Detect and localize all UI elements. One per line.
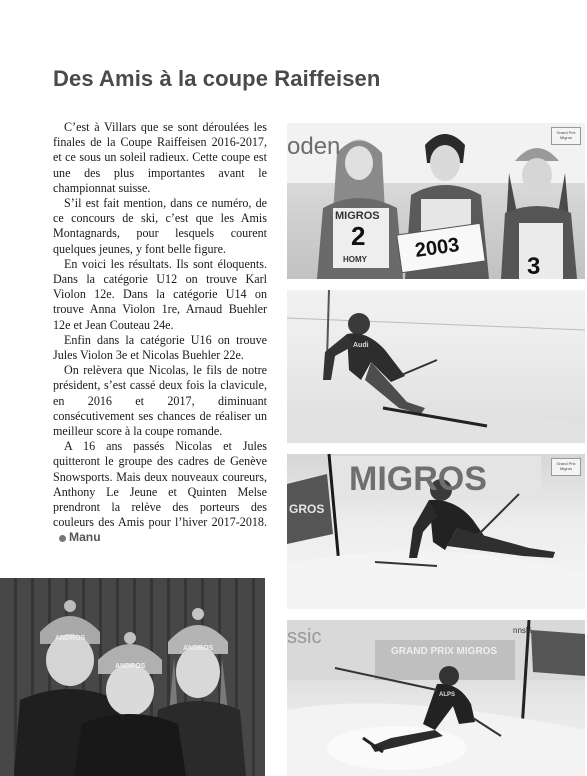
bib-number: 3 (527, 253, 541, 279)
podium-sign-number: 2003 (413, 234, 461, 262)
banner-text-left: GROS (289, 502, 325, 516)
skier-bib-text: ALPS (439, 692, 456, 698)
grand-prix-logo: Grand Prix Migros (551, 458, 581, 476)
hat-text: ANDROS (55, 635, 86, 642)
article-paragraph: On relèvera que Nicolas, le fils de notre président, s’est cassé deux fois la clavicule, en 2016 et 2017, diminuant consécutivement ses chances de réaliser un meilleur score à la coupe romande. (53, 363, 267, 439)
skier-finish-photo (287, 620, 585, 776)
bib-sponsor-text: MIGROS (335, 210, 380, 222)
grand-prix-logo: Grand Prix Migros (551, 127, 581, 145)
skier-bib-text: Audi (353, 342, 369, 349)
article-paragraph: En voici les résultats. Ils sont éloquents. Dans la catégorie U12 on trouve Karl Violon 12e. Dans la catégorie U14 on trouve Anna Violon 1re, Arnaud Buehler 12e et Jean Couteau 24e. (53, 256, 267, 332)
bib-number: 2 (351, 221, 366, 251)
bullet-dot-icon (59, 535, 66, 542)
podium-photo (287, 123, 585, 279)
banner-text: MIGROS (349, 460, 487, 498)
skier-photo (287, 290, 585, 443)
article-paragraph: S’il est fait mention, dans ce numéro, de ce concours de ski, c’est que les Amis Montagnards, pour lesquels courent quelques jeunes, y font belle figure. (53, 196, 267, 256)
article-last-text: A 16 ans passés Nicolas et Jules quitteront le groupe des cadres de Genève Snowsports. Mais deux nouveaux coureurs, Anthony Le Jeune et Quinten Melse prendront la relève des porteurs des couleurs des Amis pour l’hiver 2017-2018. (53, 439, 267, 530)
banner-text-right: nnski (513, 626, 532, 635)
hat-text: ANDROS (115, 663, 146, 670)
banner-text: GRAND PRIX MIGROS (391, 646, 498, 657)
banner-text-left: ssic (287, 626, 322, 648)
skier-banner-photo (287, 454, 585, 609)
article-paragraph: Enfin dans la catégorie U16 on trouve Jules Violon 3e et Nicolas Buehler 22e. (53, 332, 267, 363)
article-title: Des Amis à la coupe Raiffeisen (53, 66, 381, 91)
article-body (53, 120, 267, 546)
article-paragraph: C’est à Villars que se sont déroulées les finales de la Coupe Raiffeisen 2016-2017, et ce sous un soleil radieux. Cette coupe est une des plus importantes avant le championnat suisse. (53, 120, 267, 195)
bib-brand-text: HOMY (343, 255, 367, 264)
article-paragraph-last (53, 439, 267, 545)
sponsor-backdrop-text: oden (287, 133, 341, 160)
hat-text: ANDROS (183, 645, 214, 652)
author-signature: Manu (69, 530, 101, 545)
group-portrait-photo (0, 578, 265, 776)
